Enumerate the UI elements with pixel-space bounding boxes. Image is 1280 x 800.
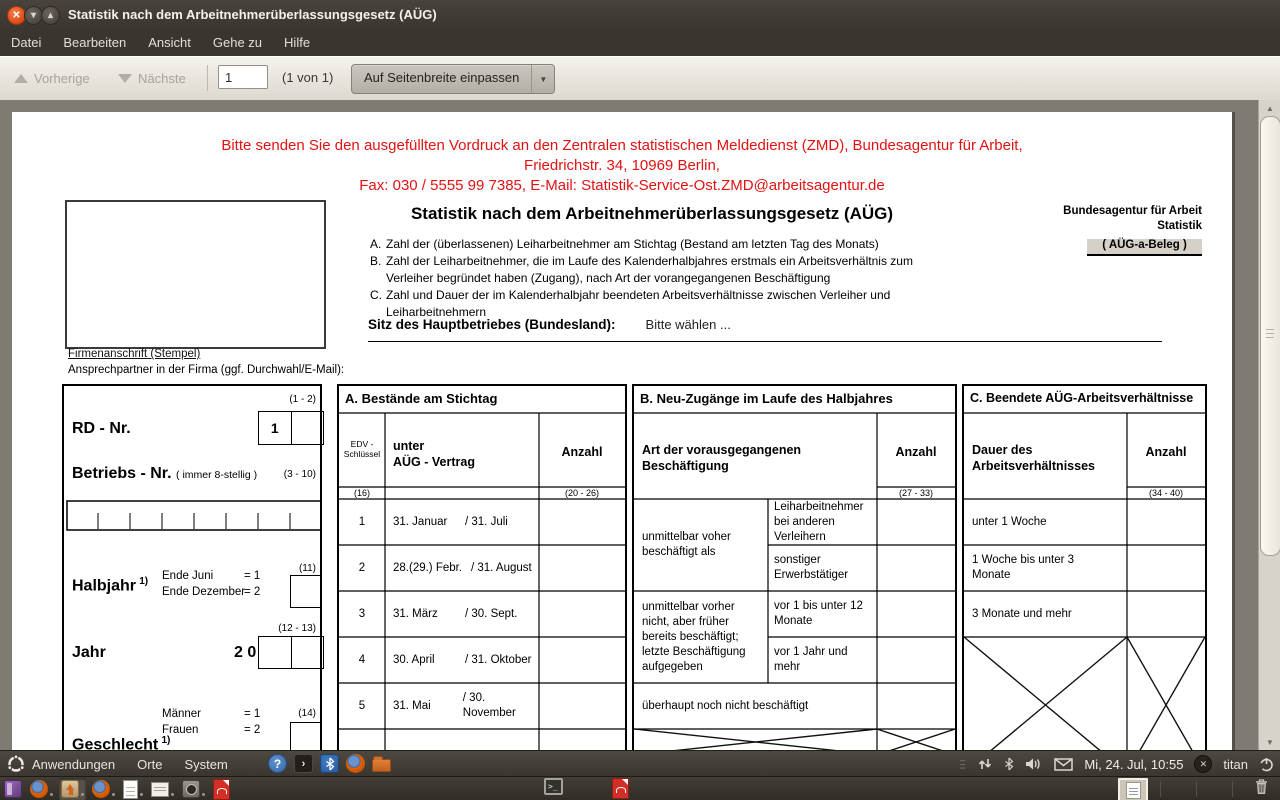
hauptbetrieb-label: Sitz des Hauptbetriebes (Bundesland): bbox=[368, 317, 616, 332]
anzahl-cell[interactable] bbox=[539, 637, 625, 683]
table-b-row-label: vor 1 bis unter 12 Monate bbox=[774, 600, 863, 627]
menu-datei[interactable]: Datei bbox=[11, 35, 42, 50]
betrieb-number-field[interactable] bbox=[66, 500, 322, 531]
window-title: Statistik nach dem Arbeitnehmerüberlassungsgesetz (AÜG) bbox=[68, 7, 437, 22]
anzahl-cell[interactable] bbox=[539, 499, 625, 545]
user-menu-icon[interactable]: ✕ bbox=[1194, 755, 1212, 773]
geschlecht-opt1-val: = 1 bbox=[244, 708, 261, 720]
table-a-row-num: 1 bbox=[358, 515, 366, 528]
power-icon[interactable] bbox=[1259, 757, 1274, 772]
menu-ansicht[interactable]: Ansicht bbox=[148, 35, 191, 50]
notice-line-1: Bitte senden Sie den ausgefüllten Vordruck an den Zentralen statistischen Meldedienst (ZMD), Bundesagentur für Arbeit, bbox=[221, 137, 1023, 154]
anzahl-cell[interactable] bbox=[877, 499, 955, 545]
intro-text-b: Zahl der Leiharbeitnehmer, die im Laufe des Kalenderhalbjahres erstmals ein Arbeitsverhältnis zum Verleiher begründet haben (Zugang), nach Art der vorangegangenen Beschäftigung bbox=[386, 254, 913, 285]
mail-icon[interactable] bbox=[1054, 758, 1073, 771]
table-c-row-label: 1 Woche bis unter 3 Monate bbox=[972, 554, 1075, 581]
menu-orte[interactable]: Orte bbox=[137, 756, 163, 772]
taskbar-separator bbox=[1196, 781, 1197, 797]
anzahl-cell[interactable] bbox=[539, 591, 625, 637]
rd-cell-1[interactable]: 1 bbox=[270, 420, 279, 436]
window-dot bbox=[202, 793, 205, 796]
bluetooth-icon[interactable] bbox=[320, 754, 339, 773]
betrieb-range: (3 - 10) bbox=[283, 469, 316, 480]
table-a-row-num: 5 bbox=[358, 699, 366, 712]
toolbar-separator bbox=[207, 65, 208, 91]
geschlecht-footnote: 1) bbox=[161, 735, 171, 746]
task-terminal[interactable] bbox=[544, 778, 563, 795]
window-dot bbox=[50, 793, 53, 796]
company-stamp-box bbox=[65, 200, 326, 349]
username[interactable]: titan bbox=[1223, 756, 1248, 772]
window-dot bbox=[81, 793, 84, 796]
table-a-col-count: Anzahl bbox=[561, 445, 603, 459]
network-icon[interactable] bbox=[977, 757, 993, 771]
pdf-icon bbox=[612, 778, 629, 799]
window-list-button[interactable] bbox=[2, 778, 24, 800]
halbjahr-range: (11) bbox=[298, 563, 316, 574]
mailing-notice bbox=[12, 136, 1232, 196]
task-text-editor[interactable] bbox=[149, 778, 176, 800]
table-a-sub-count: (20 - 26) bbox=[564, 488, 599, 498]
terminal-icon: >_ bbox=[544, 778, 563, 795]
task-document[interactable] bbox=[121, 778, 145, 800]
anzahl-cell[interactable] bbox=[539, 545, 625, 591]
applet-handle-icon bbox=[960, 758, 966, 770]
notes-button[interactable] bbox=[1118, 778, 1148, 800]
task-package[interactable] bbox=[59, 778, 86, 800]
scrollbar-thumb[interactable] bbox=[1260, 116, 1280, 556]
page-up-icon bbox=[14, 74, 28, 83]
gnome-panel bbox=[0, 750, 1280, 777]
window-dot bbox=[140, 793, 143, 796]
table-b bbox=[632, 384, 957, 750]
geschlecht-field[interactable] bbox=[290, 722, 322, 750]
document-area bbox=[0, 100, 1280, 750]
table-a-row-label: 31. Januar / 31. Juli bbox=[393, 515, 508, 528]
rd-label: RD - Nr. bbox=[72, 420, 131, 437]
taskbar bbox=[0, 776, 1280, 800]
contact-label: Ansprechpartner in der Firma (ggf. Durchwahl/E-Mail): bbox=[68, 364, 345, 376]
intro-item-b bbox=[370, 253, 962, 287]
table-c-col-count: Anzahl bbox=[1145, 445, 1187, 459]
document-icon bbox=[123, 780, 138, 799]
agency-header bbox=[902, 204, 1202, 234]
halbjahr-opt2-val: = 2 bbox=[244, 586, 261, 598]
form-title: Statistik nach dem Arbeitnehmerüberlassungsgesetz (AÜG) bbox=[410, 204, 894, 223]
notice-line-3: Fax: 030 / 5555 99 7385, E-Mail: Statistik-Service-Ost.ZMD@arbeitsagentur.de bbox=[359, 177, 885, 194]
table-a-row-label: 31. Mai / 30. November bbox=[393, 692, 516, 719]
trash-applet[interactable] bbox=[1254, 778, 1269, 795]
geschlecht-range: (14) bbox=[298, 708, 316, 719]
table-b-sub-count: (27 - 33) bbox=[898, 488, 933, 498]
package-icon bbox=[61, 780, 79, 798]
geschlecht-opt1-key: Männer bbox=[162, 708, 201, 720]
agency-line-2: Statistik bbox=[1157, 220, 1202, 232]
rd-number-field[interactable] bbox=[258, 411, 324, 445]
table-b-last-row: überhaupt noch nicht beschäftigt bbox=[642, 699, 809, 712]
table-b-col-label: Art der vorausgegangenen Beschäftigung bbox=[642, 443, 802, 473]
table-a-sub-key: (16) bbox=[353, 488, 370, 498]
scrollbar-grip bbox=[1266, 329, 1274, 330]
table-a bbox=[337, 384, 627, 750]
table-a-row-label: 30. April / 31. Oktober bbox=[393, 653, 532, 666]
betrieb-hint: ( immer 8-stellig ) bbox=[176, 469, 258, 481]
anzahl-cell[interactable] bbox=[1127, 545, 1205, 591]
geschlecht-label: Geschlecht $^{1)}$ bbox=[72, 735, 171, 750]
task-notes-active[interactable] bbox=[1118, 778, 1148, 800]
intro-label-c: C. bbox=[370, 288, 382, 302]
firefox-icon bbox=[30, 780, 48, 798]
text-editor-icon bbox=[151, 782, 169, 797]
page-down-icon bbox=[118, 74, 132, 83]
window-dot bbox=[112, 793, 115, 796]
table-a-row-label: 31. März / 30. Sept. bbox=[393, 607, 518, 620]
notice-line-2: Friedrichstr. 34, 10969 Berlin, bbox=[524, 157, 720, 174]
table-a-row-label: 28.(29.) Febr. / 31. August bbox=[393, 561, 532, 574]
rd-cell-2[interactable] bbox=[291, 412, 324, 444]
panel-menus bbox=[32, 751, 228, 777]
taskbar-separator bbox=[1232, 781, 1233, 797]
page-count: (1 von 1) bbox=[282, 70, 334, 85]
menu-system[interactable]: System bbox=[184, 756, 228, 772]
intro-text-c: Zahl und Dauer der im Kalenderhalbjahr beendeten Arbeitsverhältnisse zwischen Verleiher und Leiharbeitnehmern bbox=[386, 288, 891, 319]
minimize-icon[interactable]: ▾ bbox=[24, 6, 43, 25]
halbjahr-label: Halbjahr $^{1)}$ bbox=[72, 576, 149, 595]
hauptbetrieb-row bbox=[368, 316, 1162, 342]
intro-label-a: A. bbox=[370, 237, 382, 251]
task-firefox[interactable] bbox=[28, 778, 55, 800]
table-a-col-label: unter AÜG - Vertrag bbox=[393, 439, 475, 469]
jahr-label: Jahr bbox=[72, 644, 106, 661]
intro-item-a bbox=[370, 236, 970, 253]
dropdown-arrow-icon: ▼ bbox=[531, 65, 554, 93]
pdf-page bbox=[12, 112, 1232, 750]
vertical-scrollbar[interactable] bbox=[1258, 100, 1280, 750]
table-b-col-count: Anzahl bbox=[895, 445, 937, 459]
table-c-sub-count: (34 - 40) bbox=[1148, 488, 1183, 498]
betrieb-label: Betriebs - Nr. ( immer 8-stellig ) bbox=[72, 465, 258, 482]
anzahl-cell[interactable] bbox=[1127, 499, 1205, 545]
taskbar-separator bbox=[1160, 781, 1161, 797]
anzahl-cell[interactable] bbox=[1127, 591, 1205, 637]
stamp-caption: Firmenanschrift (Stempel) bbox=[68, 348, 201, 360]
jahr-field[interactable] bbox=[258, 636, 324, 669]
page-number-input[interactable] bbox=[218, 65, 268, 89]
firefox-icon bbox=[92, 780, 110, 798]
halbjahr-opt1-key: Ende Juni bbox=[162, 570, 214, 582]
rd-range: (1 - 2) bbox=[289, 394, 316, 405]
toolbar bbox=[0, 56, 1280, 101]
close-icon[interactable]: ✕ bbox=[7, 6, 26, 25]
scroll-down-icon[interactable]: ▼ bbox=[1266, 737, 1274, 747]
volume-icon[interactable] bbox=[1025, 757, 1043, 771]
key-data-box bbox=[62, 384, 322, 750]
anzahl-cell[interactable] bbox=[877, 591, 955, 637]
halbjahr-opt1-val: = 1 bbox=[244, 570, 261, 582]
anzahl-cell[interactable] bbox=[877, 683, 955, 729]
geschlecht-opt2-val: = 2 bbox=[244, 724, 261, 736]
halbjahr-field[interactable] bbox=[290, 575, 322, 608]
table-a-row-num: 4 bbox=[358, 653, 366, 666]
panel-launchers bbox=[268, 754, 391, 773]
help-icon[interactable]: ? bbox=[268, 754, 287, 773]
table-b-group1-label: unmittelbar voher beschäftigt als bbox=[642, 531, 731, 558]
menu-bearbeiten[interactable]: Bearbeiten bbox=[63, 35, 127, 50]
menu-gehe-zu[interactable]: Gehe zu bbox=[212, 35, 263, 50]
table-b-row-label: vor 1 Jahr und mehr bbox=[774, 646, 848, 673]
menubar bbox=[0, 30, 1280, 56]
next-page-button[interactable] bbox=[118, 56, 186, 100]
jahr-cell-2[interactable] bbox=[291, 637, 324, 668]
file-manager-icon[interactable] bbox=[372, 759, 391, 772]
table-a-title: A. Bestände am Stichtag bbox=[345, 391, 498, 406]
form-badge: ( AÜG-a-Beleg ) bbox=[1087, 239, 1202, 256]
camera-icon bbox=[182, 780, 200, 798]
table-c-row-label: 3 Monate und mehr bbox=[972, 607, 1072, 620]
next-label: Nächste bbox=[138, 70, 186, 86]
table-b-row-label: Leiharbeitnehmer bei anderen Verleihern bbox=[774, 500, 864, 543]
anzahl-cell[interactable] bbox=[877, 545, 955, 591]
task-pdf-2[interactable] bbox=[612, 778, 629, 799]
agency-line-1: Bundesagentur für Arbeit bbox=[1063, 205, 1202, 217]
screenshot-icon[interactable]: › bbox=[294, 754, 313, 773]
ubuntu-logo-icon[interactable] bbox=[6, 754, 26, 774]
halbjahr-footnote: 1) bbox=[139, 576, 149, 587]
table-c-title: C. Beendete AÜG-Arbeitsverhältnisse bbox=[970, 391, 1194, 405]
jahr-range: (12 - 13) bbox=[278, 623, 316, 634]
window-list-icon bbox=[4, 780, 22, 798]
table-c-row-label: unter 1 Woche bbox=[972, 515, 1047, 528]
task-pdf[interactable] bbox=[211, 778, 232, 800]
halbjahr-opt2-key: Ende Dezember bbox=[162, 586, 246, 598]
table-b-title: B. Neu-Zugänge im Laufe des Halbjahres bbox=[640, 391, 893, 406]
anzahl-cell[interactable] bbox=[539, 683, 625, 729]
trash-icon bbox=[1254, 778, 1269, 795]
table-c bbox=[962, 384, 1207, 750]
titlebar[interactable] bbox=[0, 0, 1280, 31]
maximize-icon[interactable]: ▴ bbox=[41, 6, 60, 25]
table-b-group2-label: unmittelbar vorher nicht, aber früher bereits beschäftigt; letzte Beschäftigung aufgegeben bbox=[642, 600, 746, 673]
task-firefox[interactable] bbox=[90, 778, 117, 800]
menu-hilfe[interactable]: Hilfe bbox=[284, 35, 311, 50]
notes-icon bbox=[1126, 782, 1141, 799]
taskbar-left bbox=[2, 778, 232, 800]
jahr-cell-1[interactable] bbox=[259, 637, 291, 668]
firefox-icon[interactable] bbox=[346, 754, 365, 773]
anzahl-cell[interactable] bbox=[877, 637, 955, 683]
menu-anwendungen[interactable]: Anwendungen bbox=[32, 756, 116, 772]
bundesland-select[interactable]: Bitte wählen ... bbox=[645, 317, 731, 332]
prev-label: Vorherige bbox=[34, 70, 90, 86]
task-camera[interactable] bbox=[180, 778, 207, 800]
zoom-mode-select[interactable] bbox=[351, 64, 555, 94]
prev-page-button[interactable] bbox=[14, 56, 90, 100]
clock[interactable]: Mi, 24. Jul, 10:55 bbox=[1084, 756, 1184, 772]
pdf-icon bbox=[213, 779, 230, 800]
jahr-prefix: 2 0 bbox=[234, 644, 257, 661]
table-a-row-num: 2 bbox=[358, 561, 366, 574]
system-tray bbox=[960, 751, 1274, 777]
geschlecht-opt2-key: Frauen bbox=[162, 724, 199, 736]
table-a-row-num: 3 bbox=[358, 607, 366, 620]
table-a-col-key: EDV - Schlüssel bbox=[343, 439, 381, 459]
window-dot bbox=[171, 793, 174, 796]
scroll-up-icon[interactable]: ▲ bbox=[1266, 103, 1274, 113]
intro-text-a: Zahl der (überlassenen) Leiharbeitnehmer am Stichtag (Bestand am letzten Tag des Monats) bbox=[386, 237, 879, 251]
intro-label-b: B. bbox=[370, 254, 382, 268]
table-b-row-label: sonstiger Erwerbstätiger bbox=[774, 554, 849, 581]
table-c-col-label: Dauer des Arbeitsverhältnisses bbox=[972, 443, 1095, 473]
bluetooth-tray-icon[interactable] bbox=[1004, 757, 1014, 771]
zoom-mode-label: Auf Seitenbreite einpassen bbox=[364, 70, 520, 85]
